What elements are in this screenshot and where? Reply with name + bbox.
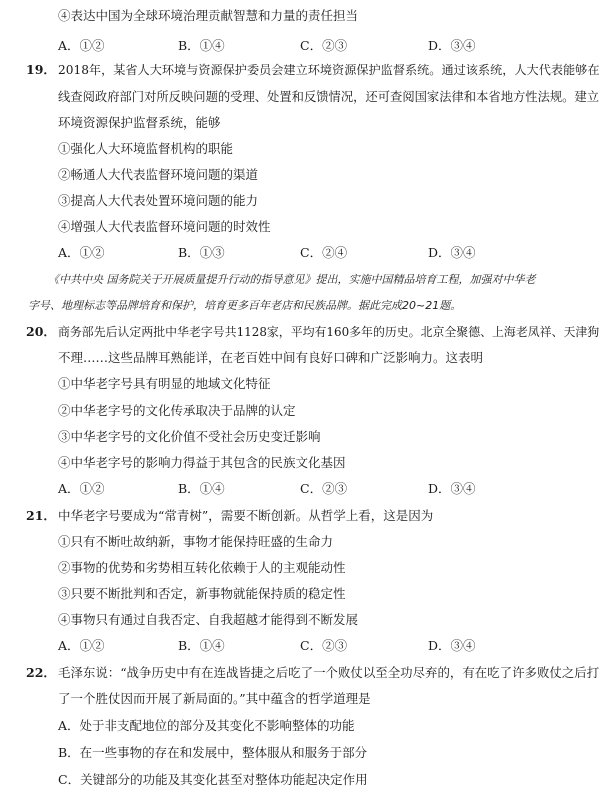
q22-number: 22． [26,665,56,680]
q20-option-d: D．③④ [428,481,476,496]
q22-option-c: C．关键部分的功能及其变化甚至对整体功能起决定作用 [58,772,368,787]
q21-option-c: C．②③ [300,638,348,653]
q18-option-a: A．①② [58,38,105,53]
q19-number: 19． [26,62,56,77]
material-line-2: 字号、地理标志等品牌培育和保护，培育更多百年老店和民族品牌。据此完成20~21题。 [28,299,462,312]
q18-statement-4: ④表达中国为全球环境治理贡献智慧和力量的责任担当 [58,8,359,23]
q21-option-a: A．①② [58,638,105,653]
q19-statement-3: ③提高人大代表处置环境问题的能力 [58,193,259,208]
q19-stem-line-3: 环境资源保护监督系统，能够 [58,115,221,130]
q19-statement-1: ①强化人大环境监督机构的职能 [58,141,234,156]
q20-statement-2: ②中华老字号的文化传承取决于品牌的认定 [58,403,296,418]
q20-statement-1: ①中华老字号具有明显的地域文化特征 [58,376,271,391]
q21-statement-3: ③只要不断批判和否定，新事物就能保持质的稳定性 [58,586,346,601]
q18-option-b: B．①④ [178,38,225,53]
q20-stem-line-1: 商务部先后认定两批中华老字号共1128家，平均有160多年的历史。北京全聚德、上海老凤祥、天津狗 [58,325,600,339]
material-line-1: 《中共中央 国务院关于开展质量提升行动的指导意见》提出，实施中国精品培育工程，加强对中华老 [48,273,536,286]
q20-option-a: A．①② [58,481,105,496]
q18-option-d: D．③④ [428,38,476,53]
q19-statement-4: ④增强人大代表监督环境问题的时效性 [58,219,271,234]
q18-option-c: C．②③ [300,38,348,53]
q21-stem-line-1: 中华老字号要成为“常青树”，需要不断创新。从哲学上看，这是因为 [58,508,434,523]
q21-statement-1: ①只有不断吐故纳新，事物才能保持旺盛的生命力 [58,534,334,549]
q21-number: 21． [26,508,56,523]
q21-statement-2: ②事物的优势和劣势相互转化依赖于人的主观能动性 [58,560,346,575]
q22-stem-line-2: 了一个胜仗因而开展了新局面的。”其中蕴含的哲学道理是 [58,691,371,706]
q20-statement-4: ④中华老字号的影响力得益于其包含的民族文化基因 [58,455,346,470]
q19-statement-2: ②畅通人大代表监督环境问题的渠道 [58,167,259,182]
q22-stem-line-1: 毛泽东说：“战争历史中有在连战皆捷之后吃了一个败仗以至全功尽弃的，有在吃了许多败仗之后打 [58,665,600,680]
q22-option-b: B．在一些事物的存在和发展中，整体服从和服务于部分 [58,745,368,760]
q20-statement-3: ③中华老字号的文化价值不受社会历史变迁影响 [58,429,321,444]
q20-option-b: B．①④ [178,481,225,496]
q19-option-a: A．①② [58,245,105,260]
q20-number: 20． [26,324,56,339]
q19-option-d: D．③④ [428,245,476,260]
q19-option-c: C．②④ [300,245,348,260]
q21-statement-4: ④事物只有通过自我否定、自我超越才能得到不断发展 [58,612,359,627]
q20-stem-line-2: 不理……这些品牌耳熟能详，在老百姓中间有良好口碑和广泛影响力。这表明 [58,350,484,365]
q19-stem-line-1: 2018年，某省人大环境与资源保护委员会建立环境资源保护监督系统。通过该系统，人大代表能够在 [58,63,600,77]
q21-option-d: D．③④ [428,638,476,653]
q20-option-c: C．②③ [300,481,348,496]
q21-option-b: B．①④ [178,638,225,653]
q22-option-a: A．处于非支配地位的部分及其变化不影响整体的功能 [58,718,355,733]
q19-stem-line-2: 线查阅政府部门对所反映问题的受理、处置和反馈情况，还可查阅国家法律和本省地方性法规。建立 [58,90,600,104]
q19-option-b: B．①③ [178,245,225,260]
